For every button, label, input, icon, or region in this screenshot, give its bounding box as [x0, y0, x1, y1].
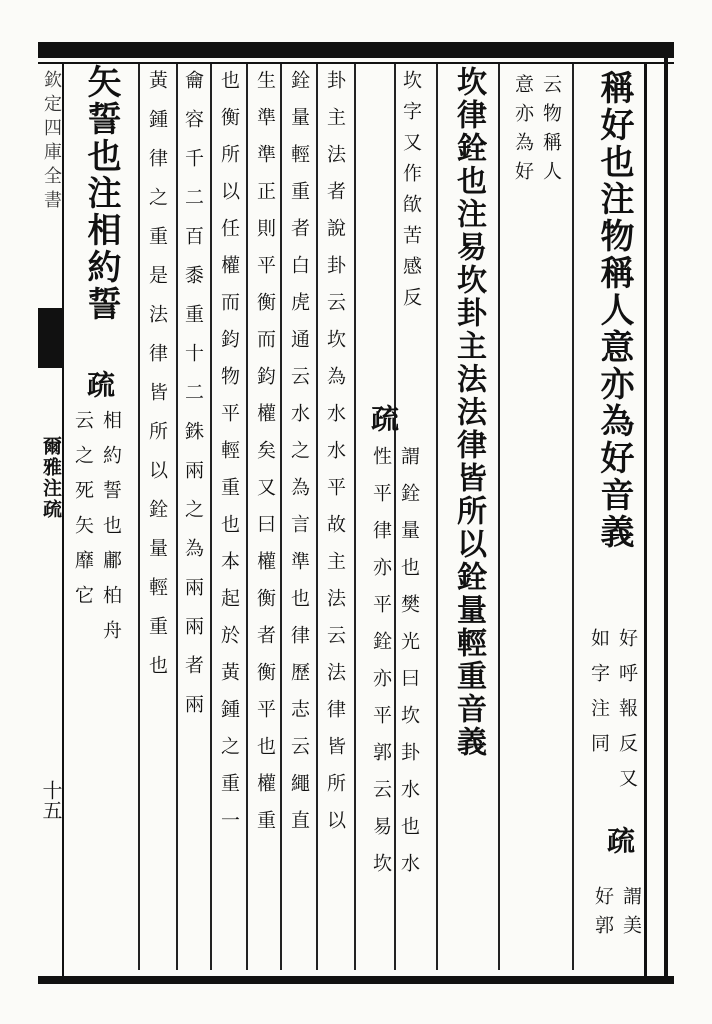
column-rule	[176, 64, 178, 970]
annotation-column: 好郭	[592, 886, 614, 944]
annotation-column: 謂銓量也樊光曰坎卦水也水	[398, 446, 420, 890]
fish-tail-mark	[38, 308, 62, 368]
annotation-pair	[370, 446, 420, 890]
annotation-pair	[72, 410, 122, 655]
margin-page-number: 十五	[39, 780, 63, 820]
column-rule	[280, 64, 282, 970]
annotation-column: 坎字又作欿苦感反	[400, 70, 422, 318]
annotation-column: 生準準正則平衡而鈞權矣又曰權衡者衡平也權重	[254, 70, 276, 847]
commentary-marker: 疏	[367, 404, 400, 432]
annotation-column: 云之死矢靡它	[72, 410, 94, 620]
annotation-column: 龠容千二百黍重十二銖兩之為兩兩者兩	[182, 70, 204, 733]
commentary-marker: 疏	[603, 826, 636, 854]
annotation-pair	[592, 886, 642, 944]
annotation-column: 銓量輕重者白虎通云水之為言準也律歷志云繩直	[288, 70, 310, 847]
margin-book-title: 爾雅注疏	[40, 436, 62, 520]
commentary-marker: 疏	[83, 370, 116, 398]
annotation-column: 卦主法者說卦云坎為水水平故主法云法律皆所以	[324, 70, 346, 847]
column-rule	[436, 64, 438, 970]
annotation-pair	[588, 628, 638, 803]
frame-right-border	[664, 42, 668, 984]
column-rule	[138, 64, 140, 970]
annotation-column: 意亦為好	[512, 74, 534, 190]
column-rule	[572, 64, 574, 970]
text-column-main: 稱好也注物稱人意亦為好音義	[594, 70, 634, 551]
annotation-column: 性平律亦平銓亦平郭云易坎	[370, 446, 392, 890]
text-column-main: 坎律銓也注易坎卦主法法律皆所以銓量輕重音義	[451, 66, 486, 759]
column-rule	[316, 64, 318, 970]
annotation-column: 相約誓也鄘柏舟	[100, 410, 122, 655]
frame-bottom-border	[38, 976, 674, 984]
text-column-main: 矢誓也注相約誓	[81, 64, 121, 323]
annotation-column: 也衡所以任權而鈞物平輕重也本起於黃鍾之重一	[218, 70, 240, 847]
annotation-column: 云物稱人	[540, 74, 562, 190]
annotation-column: 好呼報反又	[616, 628, 638, 803]
annotation-column: 黃鍾律之重是法律皆所以銓量輕重也	[146, 70, 168, 694]
frame-top-rule	[38, 62, 674, 64]
column-rule	[210, 64, 212, 970]
column-rule	[354, 64, 356, 970]
column-rule	[498, 64, 500, 970]
annotation-pair	[512, 74, 562, 190]
frame-top-border	[38, 42, 674, 58]
column-rule	[246, 64, 248, 970]
column-rule	[644, 64, 647, 976]
annotation-column: 謂美	[620, 886, 642, 944]
margin-series-title: 欽定四庫全書	[41, 70, 62, 214]
annotation-column: 如字注同	[588, 628, 610, 768]
